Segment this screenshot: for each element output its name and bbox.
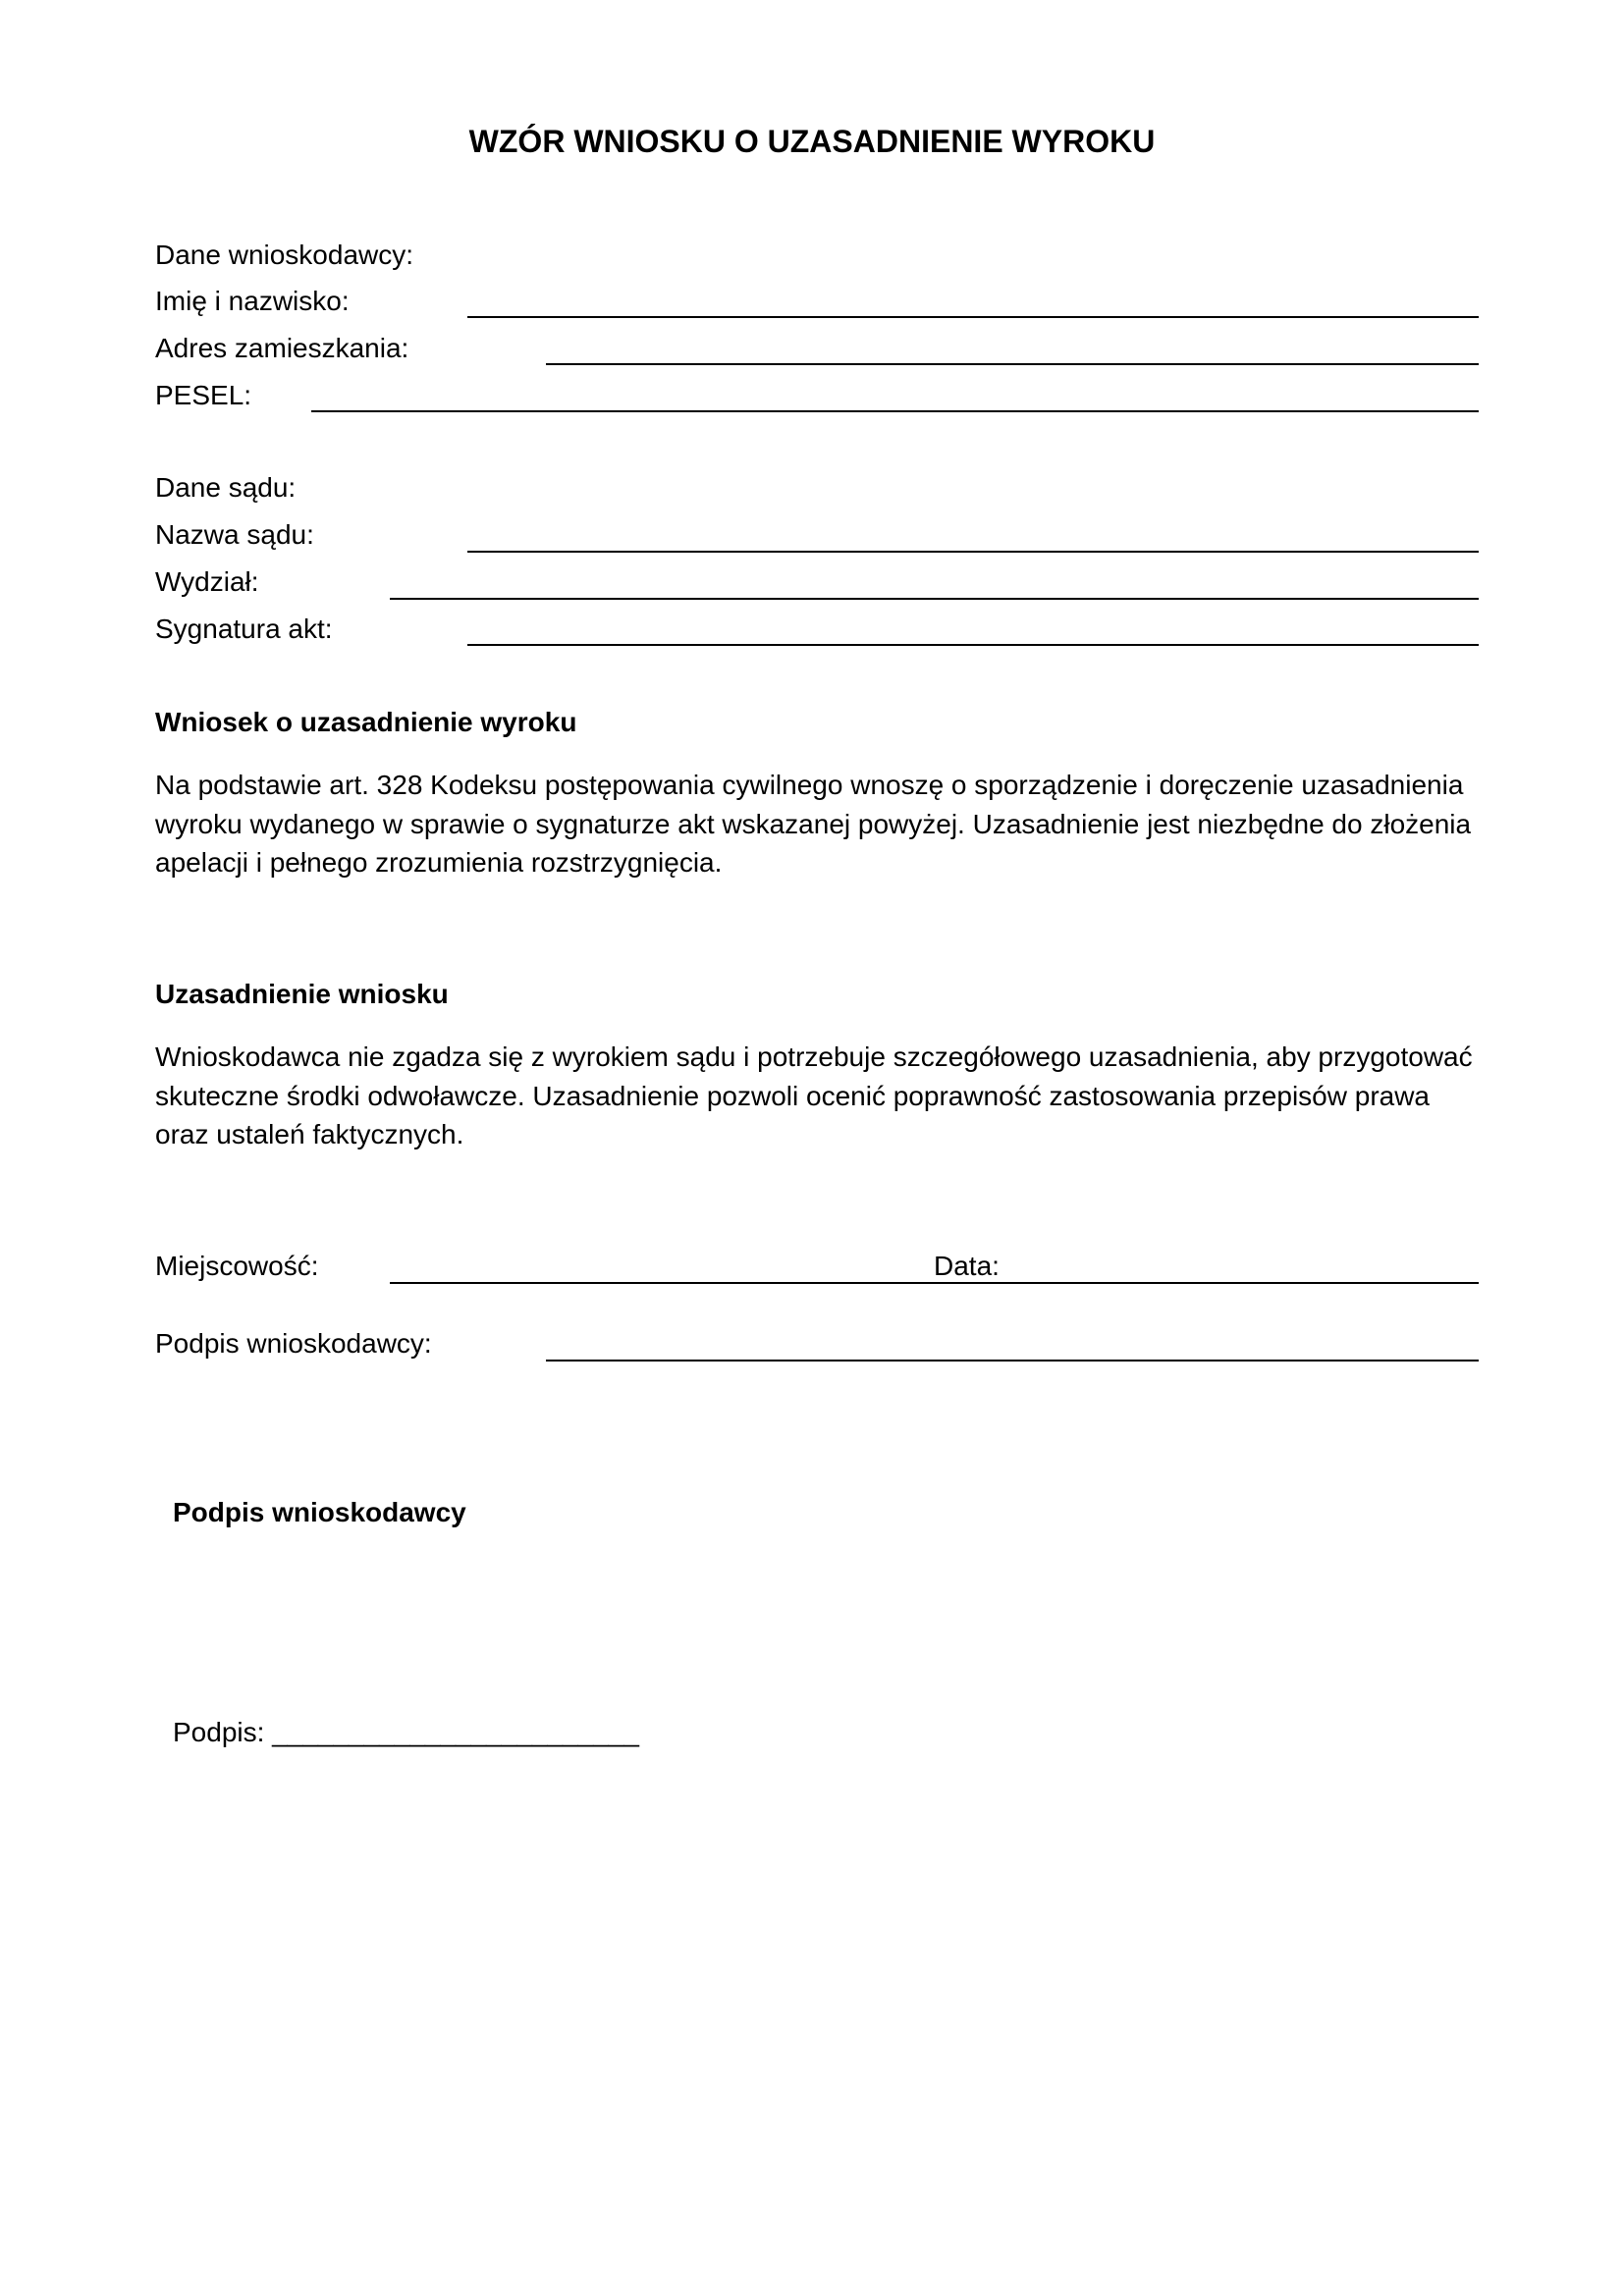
- request-line: Na podstawie art. 328 Kodeksu postępowania cywilnego wnoszę o sporządzenie i doręczenie uzasadnienia: [155, 770, 1464, 800]
- applicant-pesel-field[interactable]: [311, 410, 1479, 412]
- applicant-signature-field[interactable]: [546, 1360, 1479, 1362]
- case-number-label: Sygnatura akt:: [155, 614, 333, 644]
- case-number-field[interactable]: [467, 644, 1479, 646]
- applicant-pesel-label: PESEL:: [155, 380, 252, 410]
- court-department-field[interactable]: [390, 598, 1479, 600]
- justification-heading: Uzasadnienie wniosku: [155, 979, 449, 1009]
- applicant-name-label: Imię i nazwisko:: [155, 286, 350, 316]
- justification-paragraph: [155, 1038, 1490, 1154]
- signature-block-heading: Podpis wnioskodawcy: [173, 1497, 466, 1527]
- signature-line[interactable]: Podpis: ________________________: [173, 1717, 639, 1747]
- court-name-field[interactable]: [467, 551, 1479, 553]
- applicant-address-label: Adres zamieszkania:: [155, 333, 409, 363]
- date-label: Data:: [934, 1251, 1000, 1281]
- document-title: WZÓR WNIOSKU O UZASADNIENIE WYROKU: [468, 124, 1156, 159]
- court-name-label: Nazwa sądu:: [155, 519, 314, 550]
- place-label: Miejscowość:: [155, 1251, 319, 1281]
- court-section-heading: Dane sądu:: [155, 472, 297, 503]
- justification-line: skuteczne środki odwoławcze. Uzasadnienie pozwoli ocenić poprawność zastosowania przepisów prawa: [155, 1080, 1431, 1111]
- applicant-name-field[interactable]: [467, 316, 1479, 318]
- request-paragraph: [155, 766, 1490, 882]
- court-department-label: Wydział:: [155, 566, 259, 597]
- justification-line: Wnioskodawca nie zgadza się z wyrokiem sądu i potrzebuje szczegółowego uzasadnienia, aby przygotować: [155, 1041, 1473, 1072]
- request-line: wyroku wydanego w sprawie o sygnaturze akt wskazanej powyżej. Uzasadnienie jest niezbędne do złożenia: [155, 808, 1472, 839]
- request-line: apelacji i pełnego zrozumienia rozstrzygnięcia.: [155, 847, 723, 878]
- request-heading: Wniosek o uzasadnienie wyroku: [155, 707, 577, 737]
- applicant-section-heading: Dane wnioskodawcy:: [155, 240, 414, 270]
- justification-line: oraz ustaleń faktycznych.: [155, 1119, 464, 1149]
- applicant-signature-label: Podpis wnioskodawcy:: [155, 1328, 432, 1359]
- applicant-address-field[interactable]: [546, 363, 1479, 365]
